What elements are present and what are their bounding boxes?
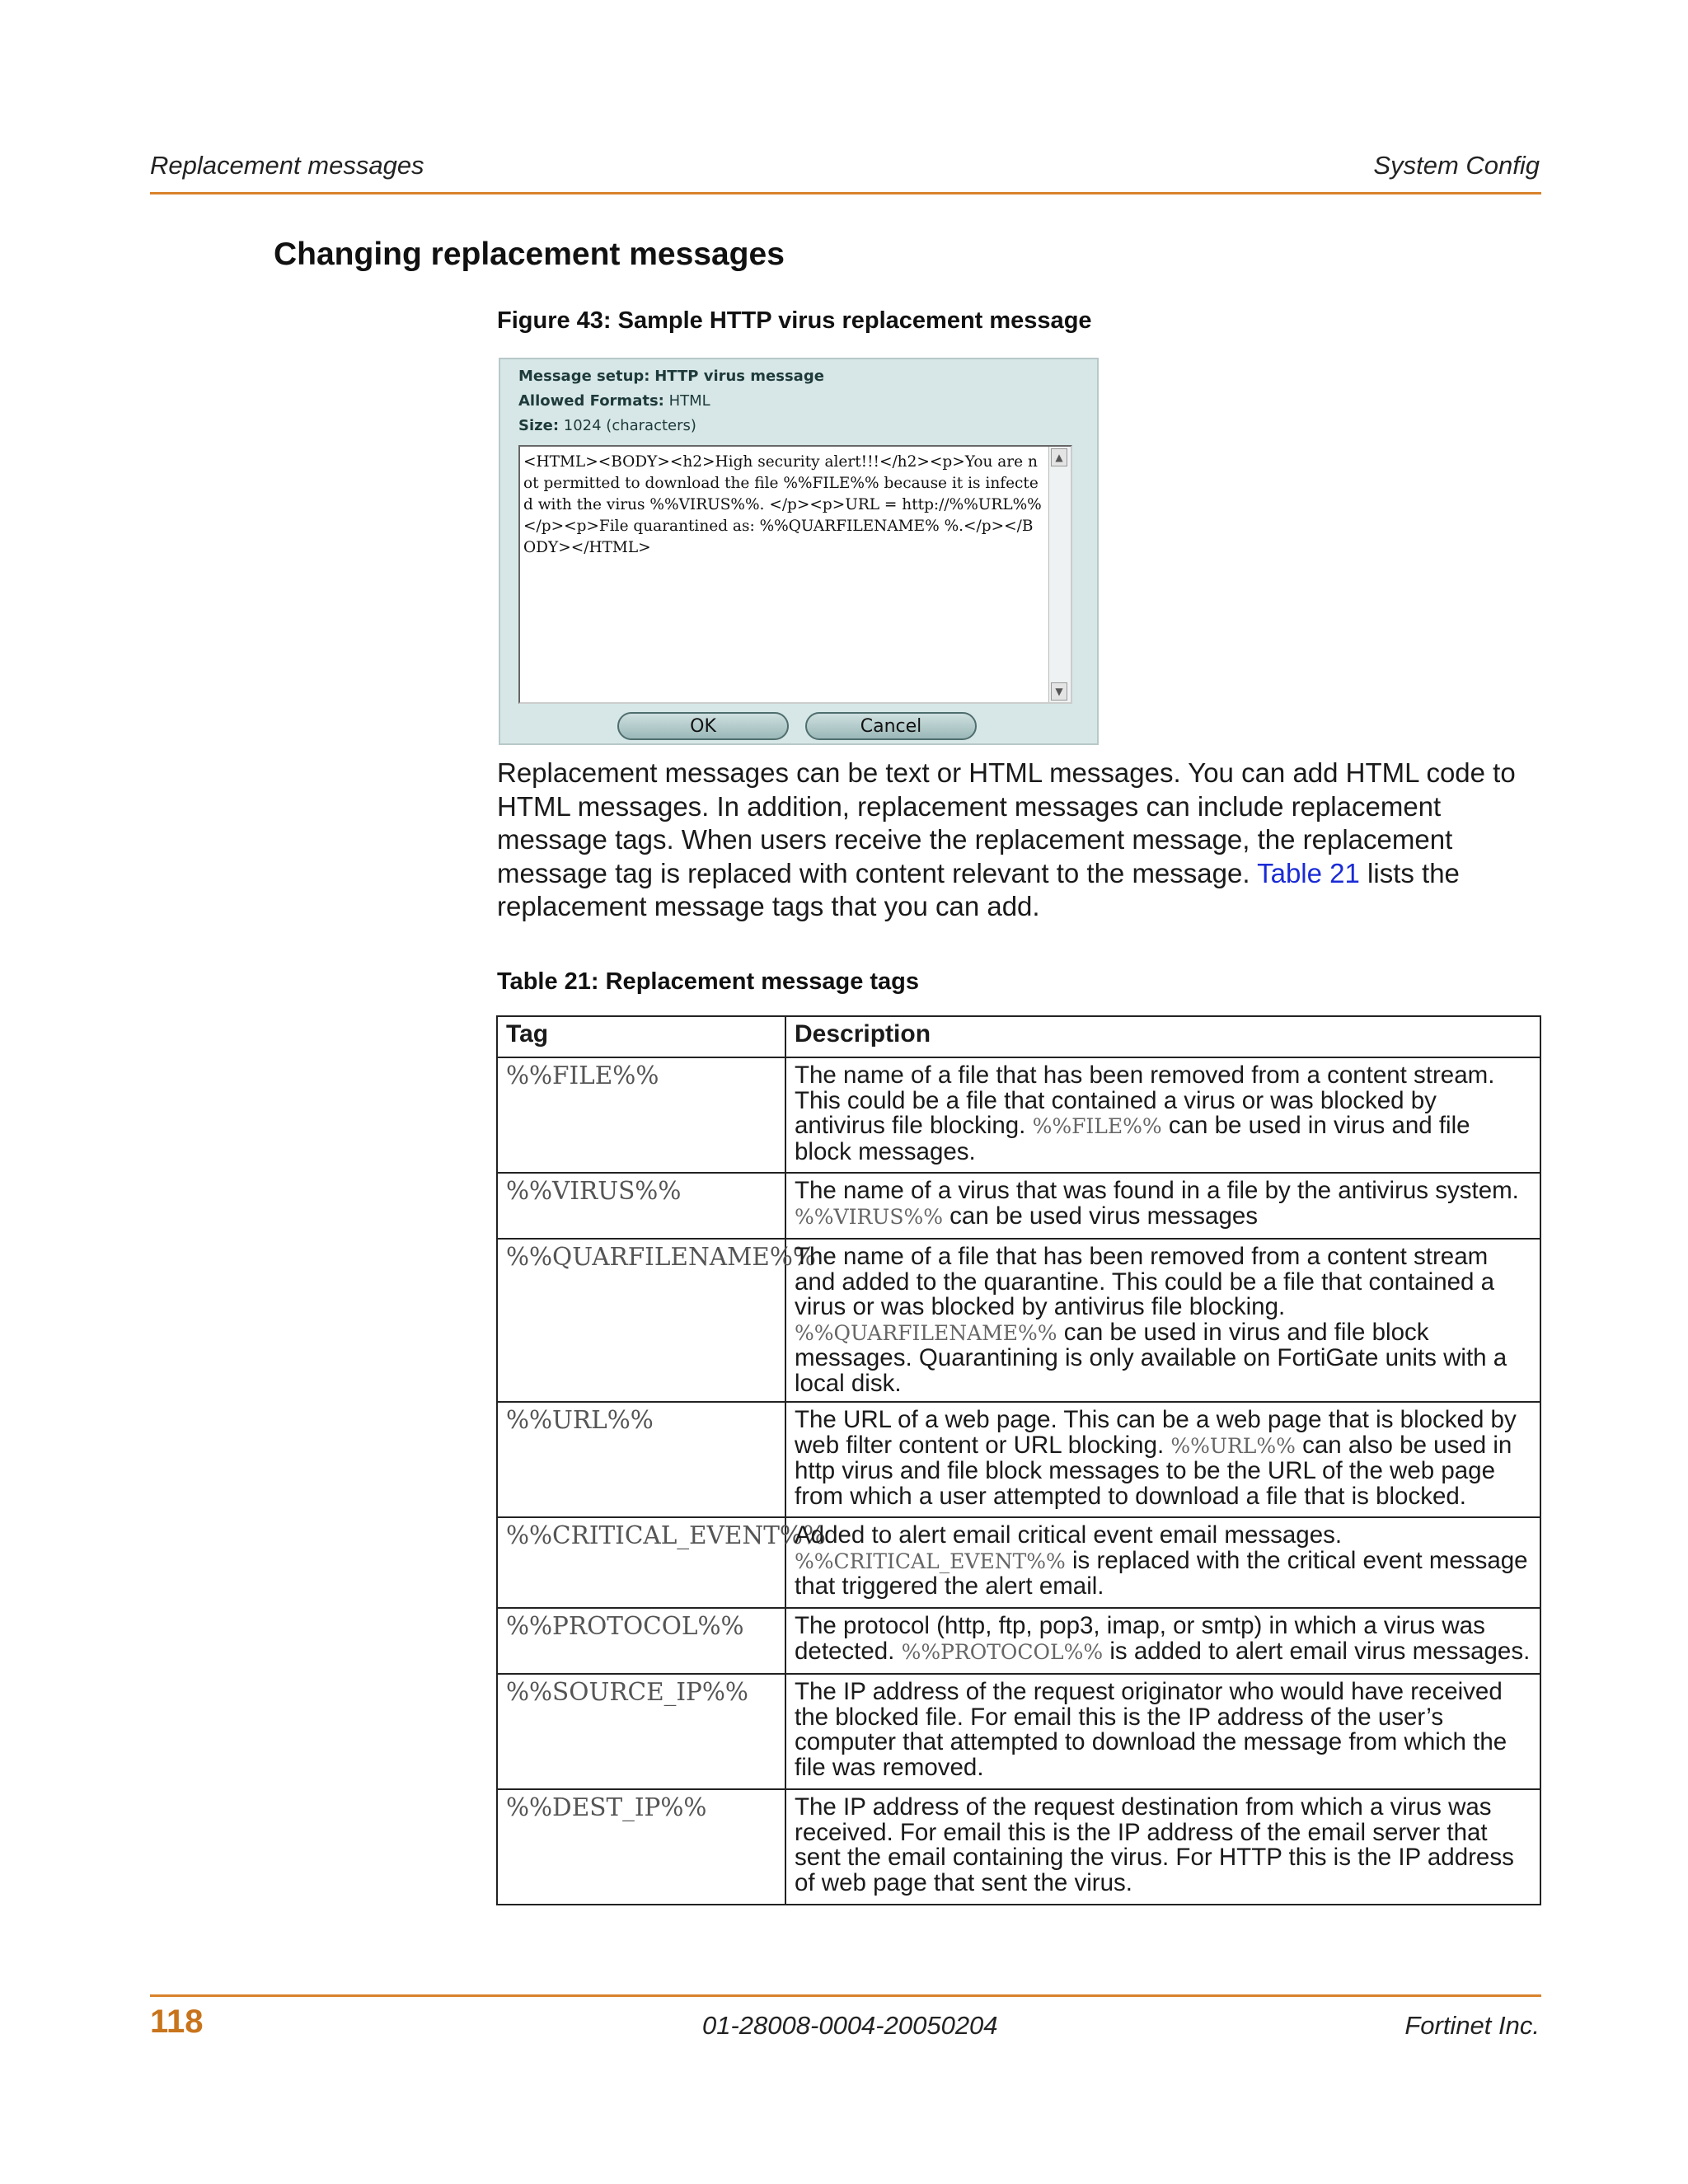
page-number: 118	[150, 2004, 204, 2040]
body-paragraph	[497, 757, 1544, 924]
header-tag: Tag	[497, 1016, 785, 1057]
table-row	[497, 1789, 1540, 1905]
description-text: The name of a file that has been removed from a content stream and added to the quarantine. This could be a file that contained a virus or was blocked by antivirus file blocking.	[795, 1243, 1495, 1320]
document-id: 01-28008-0004-20050204	[702, 2011, 998, 2040]
description-cell	[785, 1239, 1540, 1402]
table-row	[497, 1608, 1540, 1674]
description-text: The protocol (http, ftp, pop3, imap, or smtp) in which a virus was detected.	[795, 1612, 1485, 1665]
description-cell	[785, 1173, 1540, 1239]
description-text-end: can be used in virus and file block messages. Quarantining is only available on FortiGate units with a local disk.	[795, 1318, 1507, 1397]
paragraph-text-after-link: lists the replacement message tags that you can add.	[497, 857, 1460, 921]
description-text-end: can also be used in http virus and file block messages to be the URL of the web page from which a user attempted to download a file that is blocked.	[795, 1431, 1512, 1510]
table-row	[497, 1239, 1540, 1402]
message-setup-line	[518, 368, 824, 385]
company-name: Fortinet Inc.	[1404, 2011, 1540, 2040]
description-text-end: is added to alert email virus messages.	[1103, 1637, 1531, 1665]
table-caption: Table 21: Replacement message tags	[497, 968, 920, 995]
description-text: The URL of a web page. This can be a web page that is blocked by web filter content or URL blocking.	[795, 1406, 1517, 1459]
table-row	[497, 1057, 1540, 1173]
description-cell	[785, 1608, 1540, 1674]
description-code: %%PROTOCOL%%	[901, 1639, 1104, 1664]
description-text: The IP address of the request destination from which a virus was received. For email this is the IP address of the email server that sent the email containing the virus. For HTTP this is the IP address of web page that sent the virus.	[795, 1793, 1514, 1896]
description-text-end: can be used in virus and file block messages.	[795, 1112, 1470, 1165]
description-text-end: is replaced with the critical event message that triggered the alert email.	[795, 1546, 1528, 1600]
footer-rule	[150, 1994, 1541, 1997]
ok-button[interactable]: OK	[617, 712, 789, 740]
table-row	[497, 1173, 1540, 1239]
description-code: %%QUARFILENAME%%	[795, 1320, 1057, 1345]
tag-cell: %%VIRUS%%	[497, 1173, 785, 1239]
textarea-scrollbar[interactable]	[1048, 447, 1071, 702]
figure-caption: Figure 43: Sample HTTP virus replacement message	[497, 307, 1092, 334]
description-cell	[785, 1402, 1540, 1517]
description-code: %%CRITICAL_EVENT%%	[795, 1549, 1066, 1573]
scroll-down-icon[interactable]: ▼	[1051, 682, 1067, 701]
table-row	[497, 1402, 1540, 1517]
tag-cell: %%QUARFILENAME%%	[497, 1239, 785, 1402]
tag-cell: %%DEST_IP%%	[497, 1789, 785, 1905]
tag-cell: %%FILE%%	[497, 1057, 785, 1173]
running-header-right: System Config	[1373, 151, 1540, 180]
size-label: Size:	[518, 417, 560, 434]
header-rule	[150, 192, 1541, 194]
message-setup-value: HTTP virus message	[654, 368, 824, 385]
allowed-formats-line	[518, 392, 710, 410]
paragraph-text-before-link: Replacement messages can be text or HTML messages. You can add HTML code to HTML messages. In addition, replacement messages can include replacement message tags. When users receive the replacement message, the replacement message tag is replaced with content relevant to the message.	[497, 757, 1516, 888]
replacement-tags-table	[496, 1015, 1541, 1905]
section-title: Changing replacement messages	[274, 237, 785, 272]
description-text: Added to alert email critical event email messages.	[795, 1521, 1343, 1549]
message-textarea[interactable]	[518, 445, 1072, 704]
table-21-link[interactable]: Table 21	[1257, 857, 1360, 888]
message-setup-label: Message setup:	[518, 368, 650, 385]
description-cell	[785, 1789, 1540, 1905]
table-header-row	[497, 1016, 1540, 1057]
running-header-left: Replacement messages	[150, 151, 424, 180]
description-text: The name of a virus that was found in a file by the antivirus system.	[795, 1177, 1519, 1204]
description-code: %%VIRUS%%	[795, 1204, 943, 1229]
description-text-end: can be used virus messages	[942, 1202, 1259, 1230]
table-row	[497, 1517, 1540, 1608]
tag-cell: %%SOURCE_IP%%	[497, 1674, 785, 1789]
tag-cell: %%PROTOCOL%%	[497, 1608, 785, 1674]
description-cell	[785, 1517, 1540, 1608]
tag-cell: %%CRITICAL_EVENT%%	[497, 1517, 785, 1608]
description-cell	[785, 1674, 1540, 1789]
size-line	[518, 417, 696, 434]
allowed-formats-value: HTML	[668, 392, 710, 410]
message-text: <HTML><BODY><h2>High security alert!!!</h2><p>You are not permitted to download the file %%FILE%% because it is infected with the virus %%VIRUS%%. </p><p>URL = http://%%URL%%</p><p>File quarantined as: %%QUARFILENAME% %.</p></BODY></HTML>	[523, 453, 1042, 556]
allowed-formats-label: Allowed Formats:	[518, 392, 664, 410]
tag-cell: %%URL%%	[497, 1402, 785, 1517]
scroll-up-icon[interactable]: ▲	[1051, 448, 1067, 466]
description-cell	[785, 1057, 1540, 1173]
cancel-button[interactable]: Cancel	[805, 712, 977, 740]
description-text: The IP address of the request originator who would have received the blocked file. For email this is the IP address of the user’s computer that attempted to download the message from which the file was removed.	[795, 1678, 1507, 1781]
size-value: 1024 (characters)	[563, 417, 696, 434]
description-text: The name of a file that has been removed from a content stream. This could be a file that contained a virus or was blocked by antivirus file blocking.	[795, 1062, 1495, 1139]
description-code: %%FILE%%	[1032, 1114, 1162, 1138]
header-description: Description	[785, 1016, 1540, 1057]
table-row	[497, 1674, 1540, 1789]
replacement-message-dialog	[499, 358, 1099, 745]
description-code: %%URL%%	[1170, 1433, 1296, 1458]
